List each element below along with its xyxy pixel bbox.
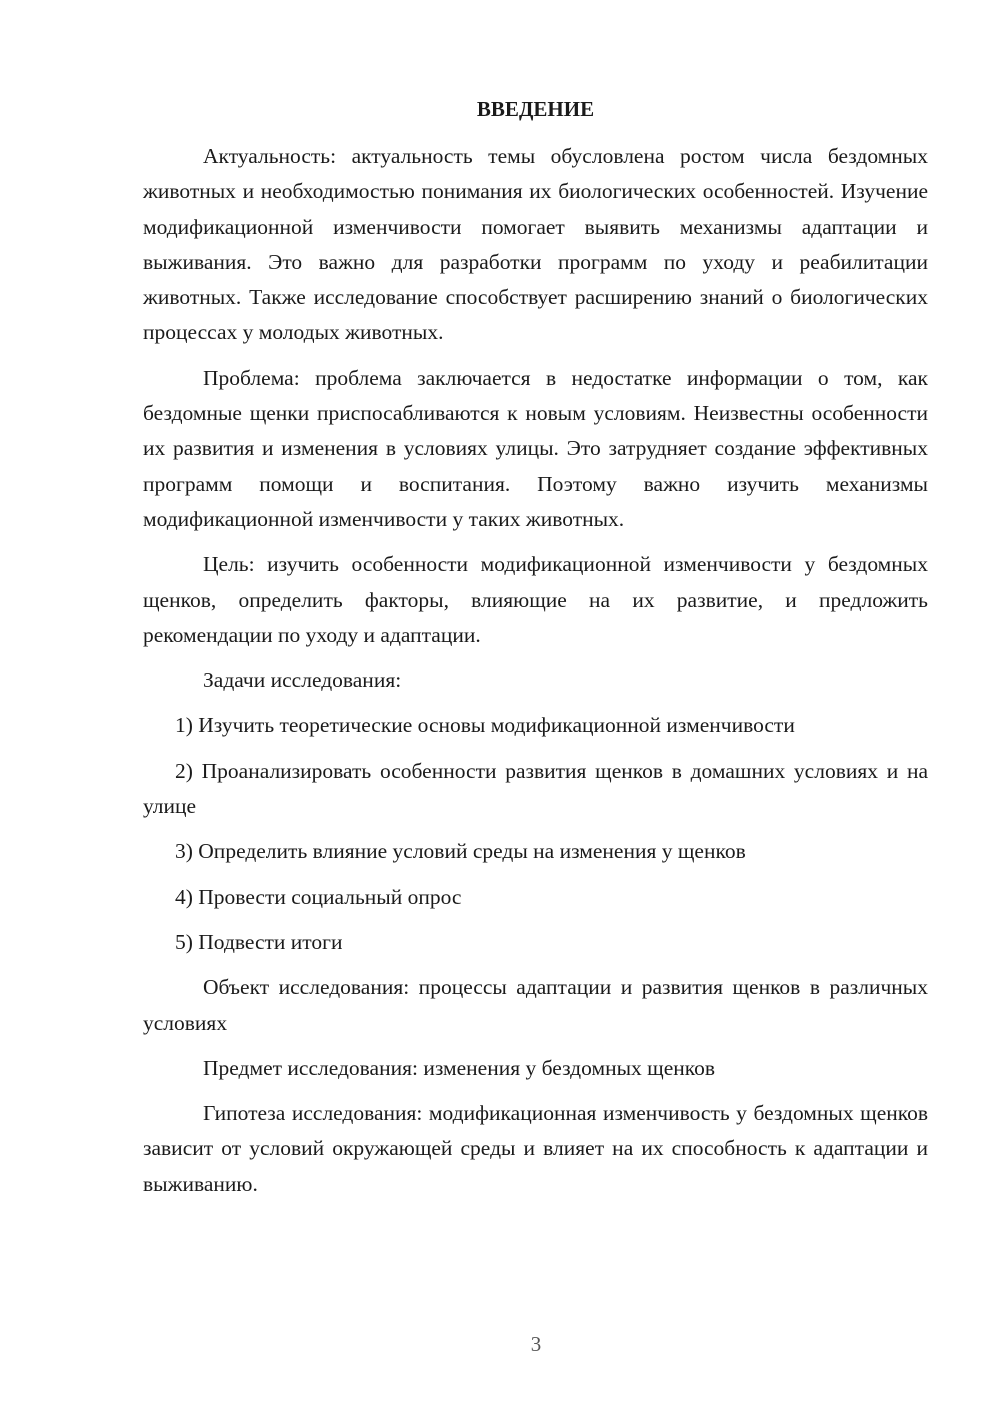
hypothesis-paragraph: Гипотеза исследования: модификационная изменчивость у бездомных щенков зависит от условий окружающей среды и влияет на их способность к адаптации и выживанию.: [143, 1101, 928, 1196]
relevance-paragraph: Актуальность: актуальность темы обусловлена ростом числа бездомных животных и необходимостью понимания их биологических особенностей. Изучение модификационной изменчивости помогает выявить механизмы адаптации и выживания. Это важно для разработки программ по уходу и реабилитации животных. Также исследование способствует расширению знаний о биологических процессах у молодых животных.: [143, 144, 928, 345]
task-item-5: 5) Подвести итоги: [175, 929, 343, 954]
task-item-1: 1) Изучить теоретические основы модификационной изменчивости: [175, 713, 795, 738]
problem-paragraph: Проблема: проблема заключается в недостатке информации о том, как бездомные щенки приспосабливаются к новым условиям. Неизвестны особенности их развития и изменения в условиях улицы. Это затрудняет создание эффективных программ помощи и воспитания. Поэтому важно изучить механизмы модификационной изменчивости у таких животных.: [143, 365, 928, 531]
task-item-2: 2) Проанализировать особенности развития щенков в домашних условиях и на улице: [143, 758, 928, 819]
tasks-heading: Задачи исследования:: [203, 668, 402, 693]
subject-paragraph: Предмет исследования: изменения у бездомных щенков: [203, 1055, 716, 1080]
page-number: 3: [530, 1332, 542, 1356]
object-paragraph: Объект исследования: процессы адаптации и развития щенков в различных условиях: [143, 975, 928, 1035]
task-item-4: 4) Провести социальный опрос: [175, 884, 462, 909]
document-page: [143, 92, 928, 1212]
page-title: ВВЕДЕНИЕ: [476, 97, 595, 121]
task-item-3: 3) Определить влияние условий среды на изменения у щенков: [175, 839, 746, 864]
goal-paragraph: Цель: изучить особенности модификационной изменчивости у бездомных щенков, определить факторы, влияющие на их развитие, и предложить рекомендации по уходу и адаптации.: [143, 552, 928, 647]
